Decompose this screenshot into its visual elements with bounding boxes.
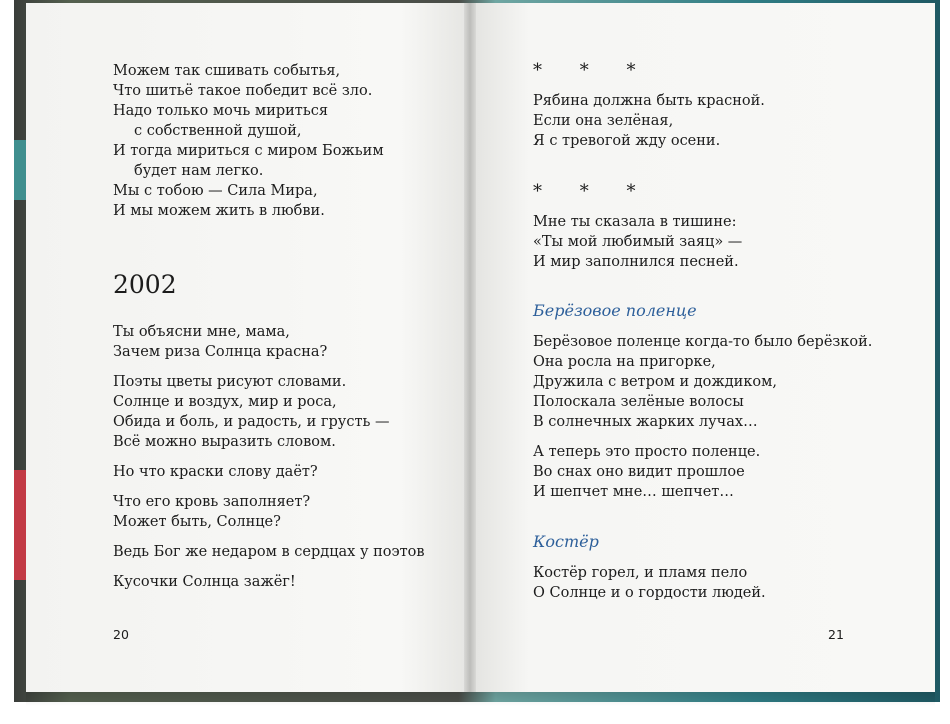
poem-line: будет нам легко. [134,163,264,179]
poem-line: Берёзовое поленце когда-то было берёзкой. [533,334,873,350]
poem-line: Костёр горел, и пламя пело [533,565,748,581]
poem-line: Ведь Бог же недаром в сердцах у поэтов [113,544,425,560]
poem-line: Всё можно выразить словом. [113,434,336,450]
poem-line: Что шитьё такое победит всё зло. [113,83,373,99]
poem-line: Поэты цветы рисуют словами. [113,374,347,390]
poem-line: И шепчет мне… шепчет… [533,484,734,500]
poem-heading: Берёзовое поленце [533,301,697,320]
poem-line: Но что краски слову даёт? [113,464,318,480]
book-gutter [464,3,476,692]
poem-line: В солнечных жарких лучах… [533,414,758,430]
poem-line: Надо только мочь мириться [113,103,328,119]
poem-line: Мне ты сказала в тишине: [533,214,737,230]
stars-divider: * * * [533,181,652,202]
cover-edge-accent [14,140,26,200]
poem-line: И мир заполнился песней. [533,254,739,270]
poem-line: Может быть, Солнце? [113,514,281,530]
poem-line: А теперь это просто поленце. [533,444,761,460]
poem-line: И мы можем жить в любви. [113,203,325,219]
poem-line: Что его кровь заполняет? [113,494,311,510]
book-shadow [26,692,935,706]
poem-line: Ты объясни мне, мама, [113,324,290,340]
poem-line: с собственной душой, [134,123,302,139]
poem-line: «Ты мой любимый заяц» — [533,234,743,250]
poem-line: Кусочки Солнца зажёг! [113,574,296,590]
poem-line: Можем так сшивать событья, [113,63,341,79]
poem-line: Солнце и воздух, мир и роса, [113,394,337,410]
poem-line: Во снах оно видит прошлое [533,464,745,480]
section-year: 2002 [113,270,177,299]
poem-line: Полоскала зелёные волосы [533,394,744,410]
stars-divider: * * * [533,60,652,81]
poem-line: Она росла на пригорке, [533,354,716,370]
poem-line: О Солнце и о гордости людей. [533,585,766,601]
page-number: 21 [828,627,844,642]
poem-line: Рябина должна быть красной. [533,93,765,109]
poem-line: Зачем риза Солнца красна? [113,344,328,360]
poem-line: Мы с тобою — Сила Мира, [113,183,318,199]
poem-line: Если она зелёная, [533,113,674,129]
page-number: 20 [113,627,129,642]
poem-line: Дружила с ветром и дождиком, [533,374,778,390]
poem-line: Обида и боль, и радость, и грусть — [113,414,390,430]
poem-line: И тогда мириться с миром Божьим [113,143,384,159]
poem-line: Я с тревогой жду осени. [533,133,721,149]
poem-heading: Костёр [533,532,599,551]
